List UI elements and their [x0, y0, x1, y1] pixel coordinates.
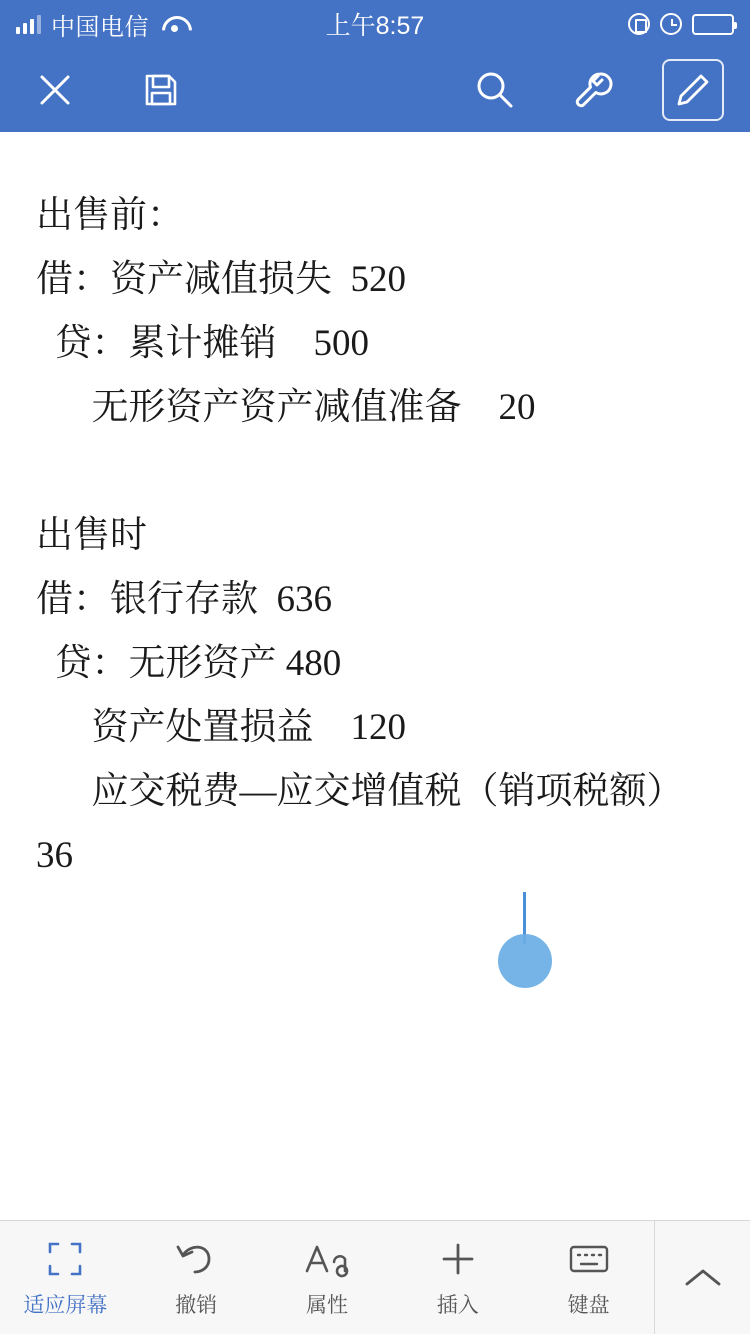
battery-icon — [692, 14, 734, 35]
app-toolbar — [0, 48, 750, 132]
bottom-item-label: 撤销 — [175, 1293, 218, 1317]
cursor-stem — [523, 892, 526, 944]
doc-line: 出售前： — [36, 195, 184, 236]
close-icon[interactable] — [26, 61, 84, 119]
signal-bars-icon — [16, 14, 41, 34]
keyboard-icon — [568, 1237, 610, 1281]
save-icon[interactable] — [132, 61, 190, 119]
chevron-up-icon[interactable] — [654, 1221, 750, 1334]
text-cursor-handle[interactable] — [498, 892, 552, 988]
plus-insert-icon — [438, 1237, 478, 1281]
status-bar-right — [628, 13, 734, 35]
bottom-item-label: 属性 — [305, 1293, 348, 1317]
status-bar — [0, 0, 750, 48]
doc-line: 贷：无形资产 480 — [36, 643, 342, 684]
rotation-lock-icon — [628, 13, 650, 35]
wrench-icon[interactable] — [564, 61, 622, 119]
document-canvas[interactable] — [0, 132, 750, 1220]
carrier-label: 中国电信 — [51, 13, 149, 41]
bottom-toolbar-items — [0, 1221, 654, 1334]
fit-screen-icon — [46, 1237, 84, 1281]
doc-line: 资产处置损益 120 — [36, 707, 406, 748]
doc-line: 贷：累计摊销 500 — [36, 323, 369, 364]
bottom-item-keyboard[interactable] — [523, 1221, 654, 1334]
bottom-item-label: 键盘 — [567, 1293, 610, 1317]
doc-line: 无形资产资产减值准备 20 — [36, 387, 536, 428]
font-format-icon — [304, 1237, 350, 1281]
app-toolbar-right — [466, 59, 724, 121]
cursor-handle-ball[interactable] — [498, 934, 552, 988]
bottom-item-fit-screen[interactable] — [0, 1221, 131, 1334]
alarm-clock-icon — [660, 13, 682, 35]
doc-line: 借：资产减值损失 520 — [36, 259, 406, 300]
doc-line: 出售时 — [36, 515, 147, 556]
app-toolbar-left — [26, 61, 190, 119]
bottom-item-label: 插入 — [436, 1293, 479, 1317]
search-icon[interactable] — [466, 61, 524, 119]
pencil-icon[interactable] — [662, 59, 724, 121]
doc-line: 应交税费—应交增值税（销项税额） 36 — [36, 771, 721, 876]
undo-icon — [175, 1237, 217, 1281]
doc-line-blank — [36, 440, 714, 504]
status-bar-left — [16, 7, 187, 42]
bottom-item-undo[interactable] — [131, 1221, 262, 1334]
wifi-icon — [161, 14, 187, 34]
bottom-item-insert[interactable] — [392, 1221, 523, 1334]
status-bar-clock: 上午8:57 — [325, 12, 425, 40]
bottom-item-properties[interactable] — [262, 1221, 393, 1334]
doc-line: 借：银行存款 636 — [36, 579, 332, 620]
bottom-toolbar — [0, 1220, 750, 1334]
bottom-item-label: 适应屏幕 — [23, 1293, 108, 1317]
